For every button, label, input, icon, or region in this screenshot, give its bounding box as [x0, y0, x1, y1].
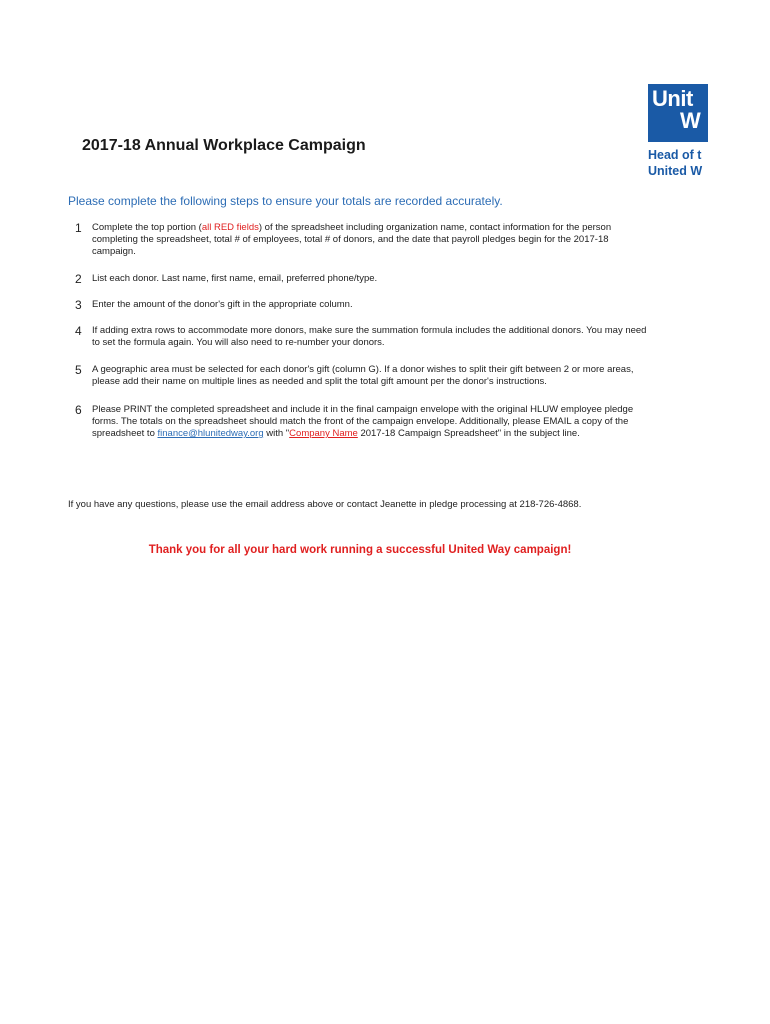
logo-tagline-1: Head of t [648, 148, 702, 162]
step-number: 1 [75, 221, 82, 235]
questions-text: If you have any questions, please use the email address above or contact Jeanette in pledge processing at 218-726-4868. [68, 499, 582, 510]
step-number: 5 [75, 363, 82, 377]
step-number: 6 [75, 403, 82, 417]
logo-word-2: W [680, 108, 701, 133]
united-way-logo [648, 84, 703, 180]
company-name-link[interactable]: Company Name [289, 428, 358, 439]
step-text-part: 2017-18 Campaign Spreadsheet" in the subject line. [357, 428, 580, 439]
logo-word-1: Unit [652, 86, 693, 111]
step-text [92, 222, 648, 258]
step-item [70, 325, 650, 349]
step-number: 4 [75, 324, 82, 338]
step-item [70, 222, 650, 258]
step-text: A geographic area must be selected for each donor's gift (column G). If a donor wishes to split their gift between 2 or more areas, please add their name on multiple lines as needed and split the total gift amount per the donor's instructions. [92, 364, 634, 387]
step-text: List each donor. Last name, first name, email, preferred phone/type. [92, 273, 378, 284]
step-text-part: with " [263, 428, 290, 439]
thank-you-message: Thank you for all your hard work running a successful United Way campaign! [148, 544, 572, 556]
steps-list [70, 222, 650, 440]
intro-text: Please complete the following steps to ensure your totals are recorded accurately. [68, 194, 503, 208]
step-text [92, 404, 648, 440]
step-text-part: Please PRINT the completed spreadsheet and include it in the final campaign envelope with the original HLUW employee pledge forms. The totals on the spreadsheet should match the front of the campaign envelope. Additionally, please EMAIL a copy of the spreadsheet to [92, 404, 634, 439]
step-item [70, 299, 650, 311]
step-text: Enter the amount of the donor's gift in the appropriate column. [92, 299, 353, 310]
page-title: 2017-18 Annual Workplace Campaign [82, 137, 366, 154]
step-text: If adding extra rows to accommodate more donors, make sure the summation formula includes the additional donors. You may need to set the formula again. You will also need to re-number your donors. [92, 325, 647, 348]
step-text-part: ) of the spreadsheet including organization name, contact information for the person completing the spreadsheet, total # of employees, total # of donors, and the date that payroll pledges begin for the 2017-18 campaign. [92, 222, 612, 257]
step-item [70, 273, 650, 285]
red-fields-highlight: all RED fields [201, 222, 259, 233]
step-number: 2 [75, 272, 82, 286]
step-number: 3 [75, 298, 82, 312]
step-item [70, 364, 650, 388]
logo-block [648, 84, 708, 142]
step-item [70, 404, 650, 440]
finance-email-link[interactable]: finance@hlunitedway.org [157, 428, 264, 439]
logo-tagline-2: United W [648, 164, 703, 178]
step-text-part: Complete the top portion ( [92, 222, 202, 233]
